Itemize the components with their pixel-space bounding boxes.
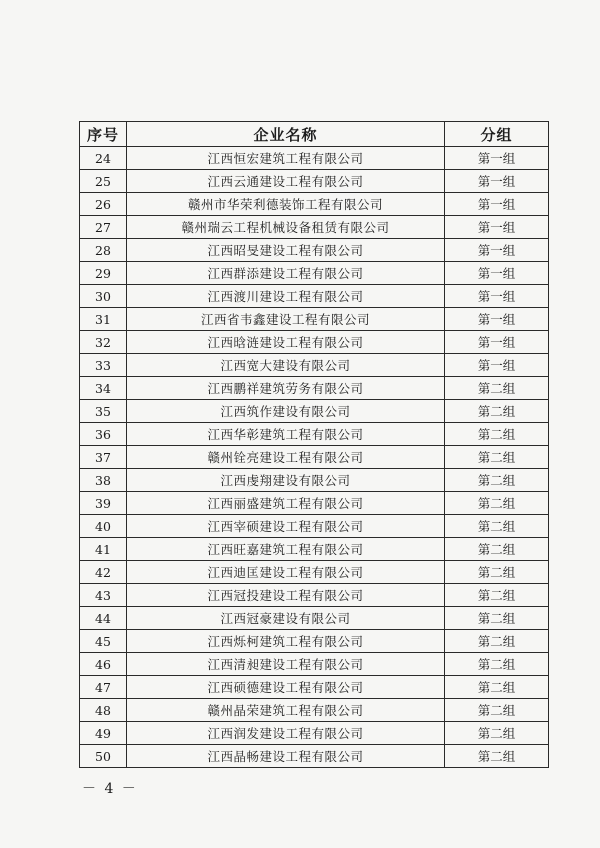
table-row xyxy=(80,354,549,377)
group-cell: 第一组 xyxy=(445,147,549,170)
company-name-cell: 江西群添建设工程有限公司 xyxy=(127,262,445,285)
serial-number-cell: 42 xyxy=(80,561,127,584)
table-row xyxy=(80,515,549,538)
group-cell: 第二组 xyxy=(445,745,549,768)
group-cell: 第二组 xyxy=(445,515,549,538)
group-cell: 第二组 xyxy=(445,676,549,699)
table-row xyxy=(80,469,549,492)
company-name-cell: 江西冠豪建设有限公司 xyxy=(127,607,445,630)
serial-number-cell: 43 xyxy=(80,584,127,607)
company-group-table xyxy=(79,121,549,768)
serial-number-cell: 35 xyxy=(80,400,127,423)
serial-number-cell: 33 xyxy=(80,354,127,377)
table-row xyxy=(80,308,549,331)
serial-number-cell: 25 xyxy=(80,170,127,193)
group-cell: 第一组 xyxy=(445,285,549,308)
header-serial-number: 序号 xyxy=(80,122,127,147)
serial-number-cell: 39 xyxy=(80,492,127,515)
group-cell: 第一组 xyxy=(445,331,549,354)
company-name-cell: 赣州晶荣建筑工程有限公司 xyxy=(127,699,445,722)
group-cell: 第一组 xyxy=(445,262,549,285)
company-name-cell: 江西虔翔建设有限公司 xyxy=(127,469,445,492)
table-row xyxy=(80,193,549,216)
group-cell: 第二组 xyxy=(445,607,549,630)
company-name-cell: 江西迪匡建设工程有限公司 xyxy=(127,561,445,584)
group-cell: 第二组 xyxy=(445,377,549,400)
company-name-cell: 江西宰硕建设工程有限公司 xyxy=(127,515,445,538)
group-cell: 第二组 xyxy=(445,400,549,423)
table-row xyxy=(80,745,549,768)
table-row xyxy=(80,699,549,722)
group-cell: 第二组 xyxy=(445,561,549,584)
serial-number-cell: 50 xyxy=(80,745,127,768)
serial-number-cell: 34 xyxy=(80,377,127,400)
company-name-cell: 江西烁柯建筑工程有限公司 xyxy=(127,630,445,653)
company-name-cell: 赣州市华荣利德装饰工程有限公司 xyxy=(127,193,445,216)
serial-number-cell: 49 xyxy=(80,722,127,745)
table-row xyxy=(80,400,549,423)
company-name-cell: 赣州铨亮建设工程有限公司 xyxy=(127,446,445,469)
table-row xyxy=(80,423,549,446)
serial-number-cell: 24 xyxy=(80,147,127,170)
group-cell: 第二组 xyxy=(445,446,549,469)
serial-number-cell: 28 xyxy=(80,239,127,262)
group-cell: 第一组 xyxy=(445,308,549,331)
serial-number-cell: 48 xyxy=(80,699,127,722)
company-name-cell: 江西旺嘉建筑工程有限公司 xyxy=(127,538,445,561)
serial-number-cell: 41 xyxy=(80,538,127,561)
company-name-cell: 江西硕德建设工程有限公司 xyxy=(127,676,445,699)
company-name-cell: 江西省韦鑫建设工程有限公司 xyxy=(127,308,445,331)
table-row xyxy=(80,216,549,239)
company-name-cell: 江西冠投建设工程有限公司 xyxy=(127,584,445,607)
serial-number-cell: 47 xyxy=(80,676,127,699)
group-cell: 第一组 xyxy=(445,170,549,193)
table-row xyxy=(80,331,549,354)
group-cell: 第二组 xyxy=(445,538,549,561)
serial-number-cell: 30 xyxy=(80,285,127,308)
table-row xyxy=(80,653,549,676)
header-group: 分组 xyxy=(445,122,549,147)
table-row xyxy=(80,239,549,262)
header-company-name: 企业名称 xyxy=(127,122,445,147)
table-header-row xyxy=(80,122,549,147)
serial-number-cell: 32 xyxy=(80,331,127,354)
table-row xyxy=(80,561,549,584)
table-row xyxy=(80,676,549,699)
company-name-cell: 江西云通建设工程有限公司 xyxy=(127,170,445,193)
company-name-cell: 江西清昶建设工程有限公司 xyxy=(127,653,445,676)
table-row xyxy=(80,170,549,193)
table-row xyxy=(80,492,549,515)
group-cell: 第二组 xyxy=(445,630,549,653)
group-cell: 第二组 xyxy=(445,722,549,745)
table-row xyxy=(80,147,549,170)
table-row xyxy=(80,607,549,630)
company-name-cell: 江西恒宏建筑工程有限公司 xyxy=(127,147,445,170)
table-body xyxy=(80,147,549,768)
company-name-cell: 江西昭旻建设工程有限公司 xyxy=(127,239,445,262)
serial-number-cell: 40 xyxy=(80,515,127,538)
company-name-cell: 江西晗涟建设工程有限公司 xyxy=(127,331,445,354)
serial-number-cell: 46 xyxy=(80,653,127,676)
serial-number-cell: 29 xyxy=(80,262,127,285)
table-row xyxy=(80,446,549,469)
group-cell: 第二组 xyxy=(445,699,549,722)
company-name-cell: 江西丽盛建筑工程有限公司 xyxy=(127,492,445,515)
group-cell: 第二组 xyxy=(445,653,549,676)
serial-number-cell: 26 xyxy=(80,193,127,216)
group-cell: 第一组 xyxy=(445,216,549,239)
company-name-cell: 江西华彰建筑工程有限公司 xyxy=(127,423,445,446)
table-row xyxy=(80,262,549,285)
group-cell: 第一组 xyxy=(445,354,549,377)
group-cell: 第二组 xyxy=(445,423,549,446)
serial-number-cell: 31 xyxy=(80,308,127,331)
table-row xyxy=(80,584,549,607)
company-name-cell: 江西晶畅建设工程有限公司 xyxy=(127,745,445,768)
serial-number-cell: 36 xyxy=(80,423,127,446)
company-name-cell: 江西筑作建设有限公司 xyxy=(127,400,445,423)
group-cell: 第二组 xyxy=(445,492,549,515)
serial-number-cell: 37 xyxy=(80,446,127,469)
serial-number-cell: 38 xyxy=(80,469,127,492)
group-cell: 第一组 xyxy=(445,193,549,216)
company-name-cell: 江西渡川建设工程有限公司 xyxy=(127,285,445,308)
table-row xyxy=(80,722,549,745)
table-row xyxy=(80,285,549,308)
table-row xyxy=(80,377,549,400)
table-row xyxy=(80,538,549,561)
company-name-cell: 赣州瑞云工程机械设备租赁有限公司 xyxy=(127,216,445,239)
page-number: － 4 － xyxy=(82,781,138,797)
serial-number-cell: 45 xyxy=(80,630,127,653)
group-cell: 第二组 xyxy=(445,584,549,607)
group-cell: 第一组 xyxy=(445,239,549,262)
company-name-cell: 江西鹏祥建筑劳务有限公司 xyxy=(127,377,445,400)
table-row xyxy=(80,630,549,653)
company-name-cell: 江西宽大建设有限公司 xyxy=(127,354,445,377)
serial-number-cell: 27 xyxy=(80,216,127,239)
company-name-cell: 江西润发建设工程有限公司 xyxy=(127,722,445,745)
group-cell: 第二组 xyxy=(445,469,549,492)
serial-number-cell: 44 xyxy=(80,607,127,630)
